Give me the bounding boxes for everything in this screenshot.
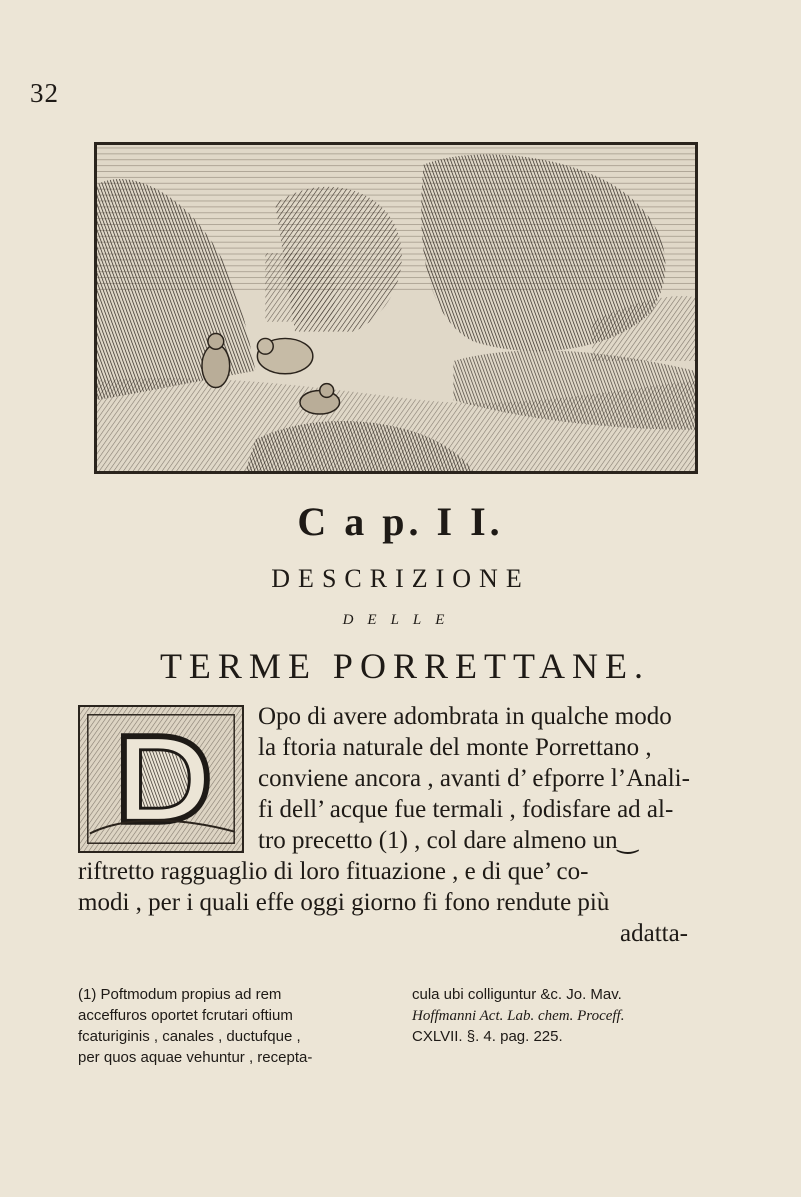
chapter-subtitle-descrizione: DESCRIZIONE [271,564,530,593]
body-line-7: modi , per i quali effe oggi giorno fi fono rendute più [78,889,610,916]
chapter-label: C a p. [297,499,423,544]
body-line-2: la ftoria naturale del monte Porrettano , [258,734,652,761]
landscape-icon [97,145,695,471]
headpiece-engraving [94,142,698,474]
footnote-right-1: cula ubi colliguntur &c. Jo. Mav. [412,986,622,1003]
page-number: 32 [30,78,59,108]
footnote-left-4: per quos aquae vehuntur , recepta- [78,1049,313,1066]
catchword: adatta- [620,920,689,947]
body-line-1: Opo di avere adombrata in qualche modo [258,703,672,730]
chapter-title [0,498,801,545]
chapter-subtitle-delle: DELLE [342,612,459,628]
footnote-left-2: acceffuros oportet fcrutari oftium [78,1007,293,1024]
chapter-subtitle-terme: TERME PORRETTANE. [159,646,651,686]
footnote-left-3: fcaturiginis , canales , ductufque , [78,1028,301,1045]
chapter-number: I I. [436,499,504,544]
footnote-right-2: Hoffmanni Act. Lab. chem. Proceff. [412,1008,625,1024]
body-line-6: riftretto ragguaglio di loro fituazione , e di que’ co- [78,858,589,885]
footnote-right-3: CXLVII. §. 4. pag. 225. [412,1028,563,1045]
body-line-3: conviene ancora , avanti d’ efporre l’Anali- [258,765,690,792]
body-line-5: tro precetto (1) , col dare almeno un‿ [258,827,638,854]
initial-d-icon [80,707,242,851]
body-line-4: fi dell’ acque fue termali , fodisfare ad al- [258,796,674,823]
decorated-initial [78,705,244,853]
footnote-left-1: (1) Poftmodum propius ad rem [78,986,282,1003]
